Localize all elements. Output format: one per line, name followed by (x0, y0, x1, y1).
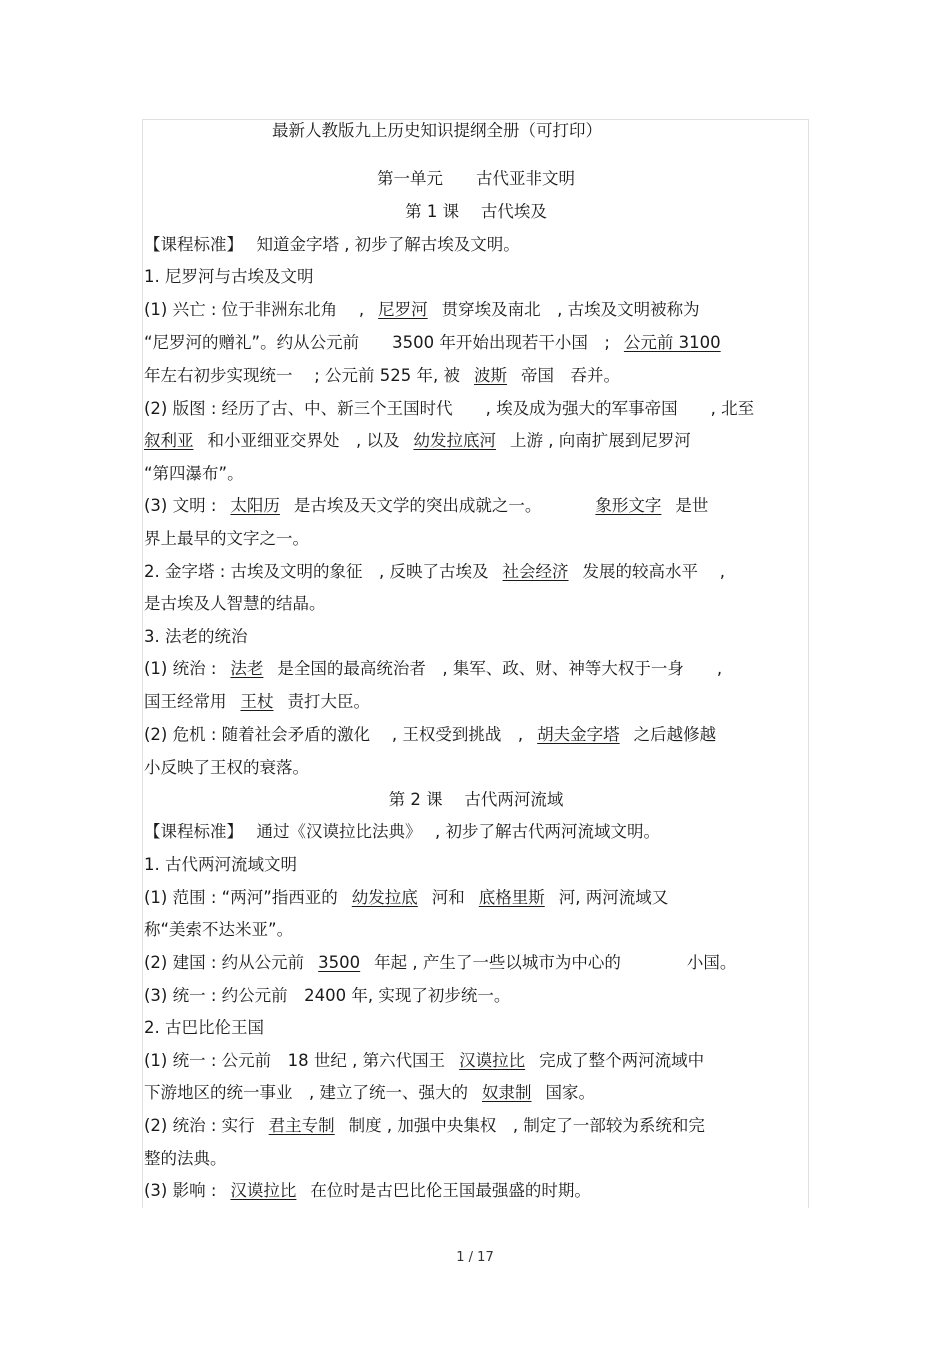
lesson-2-standard: 【课程标准】 通过《汉谟拉比法典》 , 初步了解古代两河流域文明。 (144, 822, 660, 841)
answer-blank: 奴隶制 (482, 1083, 532, 1102)
answer-blank: 尼罗河 (378, 300, 428, 319)
paragraph: 称“美索不达米亚”。 (144, 920, 294, 939)
paragraph: (2) 统治 : 实行 君主专制 制度 , 加强中央集权 , 制定了一部较为系统和完 (144, 1116, 705, 1135)
paragraph: 叙利亚 和小亚细亚交界处 , 以及 幼发拉底河 上游 , 向南扩展到尼罗河 (144, 431, 691, 450)
paragraph: (3) 影响 : 汉谟拉比 在位时是古巴比伦王国最强盛的时期。 (144, 1181, 591, 1200)
paragraph: “尼罗河的赠礼”。约从公元前 3500 年开始出现若干小国 ; 公元前 3100 (144, 332, 735, 354)
paragraph: (2) 建国 : 约从公元前 3500 年起 , 产生了一些以城市为中心的 小国。 (144, 953, 737, 972)
paragraph: 2. 金字塔 : 古埃及文明的象征 , 反映了古埃及 社会经济 发展的较高水平 , (144, 562, 726, 581)
paragraph: “第四瀑布”。 (144, 464, 244, 483)
answer-blank: 3500 (318, 953, 361, 972)
paragraph: (1) 范围 : “两河”指西亚的 幼发拉底 河和 底格里斯 河, 两河流域又 (144, 888, 669, 907)
paragraph: 是古埃及人智慧的结晶。 (144, 594, 326, 613)
lesson-1-heading-1: 1. 尼罗河与古埃及文明 (144, 267, 314, 286)
lesson-2-title: 第 2 课 古代两河流域 (388, 790, 564, 809)
answer-blank: 君主专制 (268, 1116, 335, 1135)
answer-blank: 幼发拉底 (351, 888, 418, 907)
paragraph: (3) 文明 : 太阳历 是古埃及天文学的突出成就之一。 象形文字 是世 (144, 496, 709, 515)
paragraph: (1) 兴亡 : 位于非洲东北角 , 尼罗河 贯穿埃及南北 , 古埃及文明被称为 (144, 300, 700, 319)
paragraph: (2) 危机 : 随着社会矛盾的激化 , 王权受到挑战 , 胡夫金字塔 之后越修越 (144, 725, 717, 744)
answer-blank: 法老 (230, 659, 264, 678)
unit-title: 第一单元 古代亚非文明 (377, 169, 575, 188)
answer-blank: 波斯 (474, 366, 508, 385)
answer-blank: 胡夫金字塔 (537, 725, 620, 744)
answer-blank: 幼发拉底河 (413, 431, 496, 450)
lesson-2-heading-1: 1. 古代两河流域文明 (144, 855, 297, 874)
lesson-1-heading-3: 3. 法老的统治 (144, 627, 248, 646)
paragraph: (3) 统一 : 约公元前 2400 年, 实现了初步统一。 (144, 986, 511, 1005)
paragraph: 国王经常用 王杖 责打大臣。 (144, 692, 370, 711)
answer-blank: 叙利亚 (144, 431, 194, 450)
document-title: 最新人教版九上历史知识提纲全册（可打印） (272, 121, 602, 140)
paragraph: 下游地区的统一事业 , 建立了统一、强大的 奴隶制 国家。 (144, 1083, 595, 1102)
answer-blank: 汉谟拉比 (230, 1181, 297, 1200)
paragraph: (2) 版图 : 经历了古、中、新三个王国时代 , 埃及成为强大的军事帝国 , 北至 (144, 399, 755, 418)
lesson-1-title: 第 1 课 古代埃及 (405, 202, 547, 221)
answer-blank: 汉谟拉比 (459, 1051, 526, 1070)
paragraph: 整的法典。 (144, 1149, 227, 1168)
answer-blank: 底格里斯 (478, 888, 545, 907)
lesson-1-standard: 【课程标准】 知道金字塔 , 初步了解古埃及文明。 (144, 235, 520, 254)
paragraph: 界上最早的文字之一。 (144, 529, 309, 548)
answer-blank: 太阳历 (230, 496, 280, 515)
paragraph: (1) 统治 : 法老 是全国的最高统治者 , 集军、政、财、神等大权于一身 , (144, 659, 723, 678)
lesson-2-heading-2: 2. 古巴比伦王国 (144, 1018, 264, 1037)
paragraph: 小反映了王权的衰落。 (144, 758, 309, 777)
answer-blank: 王杖 (240, 692, 274, 711)
paragraph: (1) 统一 : 公元前 18 世纪 , 第六代国王 汉谟拉比 完成了整个两河流域中 (144, 1051, 705, 1070)
answer-blank: 象形文字 (595, 496, 662, 515)
paragraph: 年左右初步实现统一 ; 公元前 525 年, 被 波斯 帝国 吞并。 (144, 366, 621, 385)
page-number: 1 / 17 (456, 1250, 494, 1265)
answer-blank: 社会经济 (502, 562, 569, 581)
answer-blank: 公元前 3100 (623, 333, 721, 352)
